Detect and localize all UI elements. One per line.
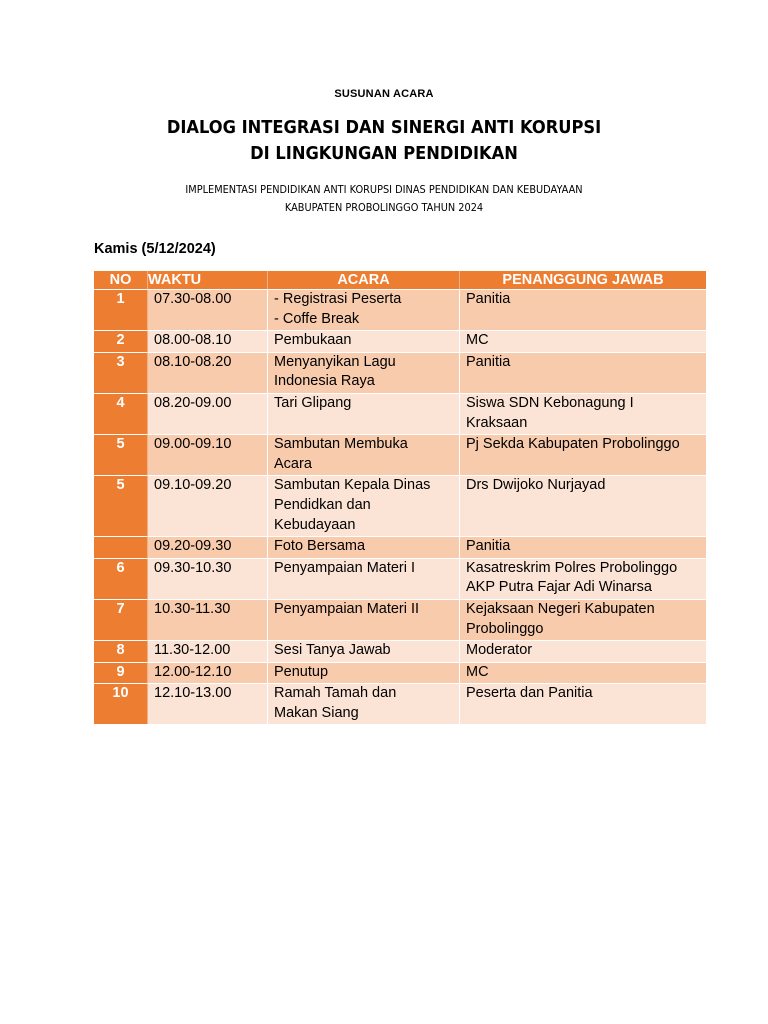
acara-line: Pendidkan dan (274, 496, 371, 513)
title-line-1: DIALOG INTEGRASI DAN SINERGI ANTI KORUPSI (166, 118, 602, 138)
document-label: SUSUNAN ACARA (334, 88, 434, 100)
acara-line: Pembukaan (274, 332, 352, 349)
cell-penanggung-jawab (460, 393, 706, 434)
cell-no: 2 (94, 330, 148, 352)
cell-acara (268, 434, 460, 475)
cell-acara (268, 662, 460, 684)
pj-line: Moderator (466, 642, 533, 659)
table-row (94, 558, 706, 599)
cell-waktu: 09.10-09.20 (148, 475, 268, 536)
cell-waktu: 09.30-10.30 (148, 558, 268, 599)
pj-line: MC (466, 332, 489, 349)
cell-penanggung-jawab (460, 434, 706, 475)
table-row (94, 434, 706, 475)
column-header-no: NO (94, 271, 148, 289)
pj-line: Siswa SDN Kebonagung I (466, 394, 634, 411)
cell-no: 5 (94, 434, 148, 475)
column-header-waktu: WAKTU (148, 271, 268, 289)
acara-line: Acara (274, 455, 312, 472)
subtitle-line-1: IMPLEMENTASI PENDIDIKAN ANTI KORUPSI DINAS PENDIDIKAN DAN KEBUDAYAAN (185, 184, 583, 196)
cell-waktu: 09.20-09.30 (148, 536, 268, 558)
cell-penanggung-jawab (460, 640, 706, 662)
acara-line: Penyampaian Materi I (274, 559, 416, 576)
pj-line: Probolinggo (466, 620, 544, 637)
acara-line: Kebudayaan (274, 516, 356, 533)
table-row (94, 640, 706, 662)
cell-no (94, 536, 148, 558)
table-row (94, 683, 706, 724)
table-row (94, 662, 706, 684)
pj-line: Kejaksaan Negeri Kabupaten (466, 600, 655, 617)
cell-acara (268, 352, 460, 393)
pj-line: Drs Dwijoko Nurjayad (466, 477, 606, 494)
document-subtitle (27, 181, 741, 217)
acara-line: Tari Glipang (274, 394, 352, 411)
table-row (94, 599, 706, 640)
cell-waktu: 07.30-08.00 (148, 289, 268, 330)
acara-line: Penyampaian Materi II (274, 600, 420, 617)
pj-line: Panitia (466, 353, 511, 370)
table-row (94, 289, 706, 330)
title-line-2: DI LINGKUNGAN PENDIDIKAN (250, 144, 518, 164)
cell-acara (268, 640, 460, 662)
acara-line: Penutup (274, 663, 329, 680)
cell-waktu: 11.30-12.00 (148, 640, 268, 662)
column-header-acara: ACARA (268, 271, 460, 289)
cell-acara (268, 558, 460, 599)
cell-waktu: 12.10-13.00 (148, 683, 268, 724)
table-header-row (94, 271, 706, 289)
acara-line: Menyanyikan Lagu (274, 353, 396, 370)
acara-line: Indonesia Raya (274, 373, 375, 390)
cell-no: 10 (94, 683, 148, 724)
cell-waktu: 08.20-09.00 (148, 393, 268, 434)
cell-acara (268, 683, 460, 724)
acara-line: Foto Bersama (274, 538, 366, 555)
cell-acara (268, 289, 460, 330)
schedule-table (94, 271, 706, 724)
cell-no: 9 (94, 662, 148, 684)
cell-penanggung-jawab (460, 599, 706, 640)
cell-penanggung-jawab (460, 662, 706, 684)
cell-no: 5 (94, 475, 148, 536)
acara-line: Ramah Tamah dan (274, 685, 397, 702)
subtitle-line-2: KABUPATEN PROBOLINGGO TAHUN 2024 (284, 202, 484, 214)
cell-acara (268, 330, 460, 352)
pj-line: Panitia (466, 291, 511, 307)
cell-no: 1 (94, 289, 148, 330)
cell-penanggung-jawab (460, 330, 706, 352)
pj-line: Kraksaan (466, 414, 528, 431)
cell-no: 8 (94, 640, 148, 662)
cell-no: 6 (94, 558, 148, 599)
cell-waktu: 08.00-08.10 (148, 330, 268, 352)
cell-waktu: 12.00-12.10 (148, 662, 268, 684)
column-header-penanggung-jawab: PENANGGUNG JAWAB (460, 271, 706, 289)
pj-line: MC (466, 663, 489, 680)
cell-acara (268, 393, 460, 434)
cell-no: 3 (94, 352, 148, 393)
schedule-body (94, 289, 706, 724)
table-row (94, 352, 706, 393)
acara-line: Sesi Tanya Jawab (274, 642, 391, 659)
acara-line: Makan Siang (274, 704, 359, 721)
pj-line: Peserta dan Panitia (466, 685, 593, 702)
acara-line: - Coffe Break (274, 310, 360, 327)
table-row (94, 536, 706, 558)
event-date: Kamis (5/12/2024) (94, 241, 216, 257)
cell-penanggung-jawab (460, 536, 706, 558)
cell-penanggung-jawab (460, 352, 706, 393)
cell-no: 7 (94, 599, 148, 640)
pj-line: Pj Sekda Kabupaten Probolinggo (466, 436, 680, 453)
cell-acara (268, 599, 460, 640)
pj-line: AKP Putra Fajar Adi Winarsa (466, 579, 652, 596)
cell-acara (268, 536, 460, 558)
pj-line: Kasatreskrim Polres Probolinggo (466, 559, 678, 576)
cell-penanggung-jawab (460, 683, 706, 724)
cell-penanggung-jawab (460, 289, 706, 330)
cell-acara (268, 475, 460, 536)
acara-line: - Registrasi Peserta (274, 291, 402, 307)
table-row (94, 393, 706, 434)
cell-waktu: 09.00-09.10 (148, 434, 268, 475)
cell-waktu: 10.30-11.30 (148, 599, 268, 640)
table-row (94, 475, 706, 536)
table-row (94, 330, 706, 352)
cell-penanggung-jawab (460, 558, 706, 599)
document-title (27, 115, 741, 167)
cell-waktu: 08.10-08.20 (148, 352, 268, 393)
acara-line: Sambutan Membuka (274, 436, 408, 453)
acara-line: Sambutan Kepala Dinas (274, 477, 431, 494)
pj-line: Panitia (466, 538, 511, 555)
cell-no: 4 (94, 393, 148, 434)
cell-penanggung-jawab (460, 475, 706, 536)
